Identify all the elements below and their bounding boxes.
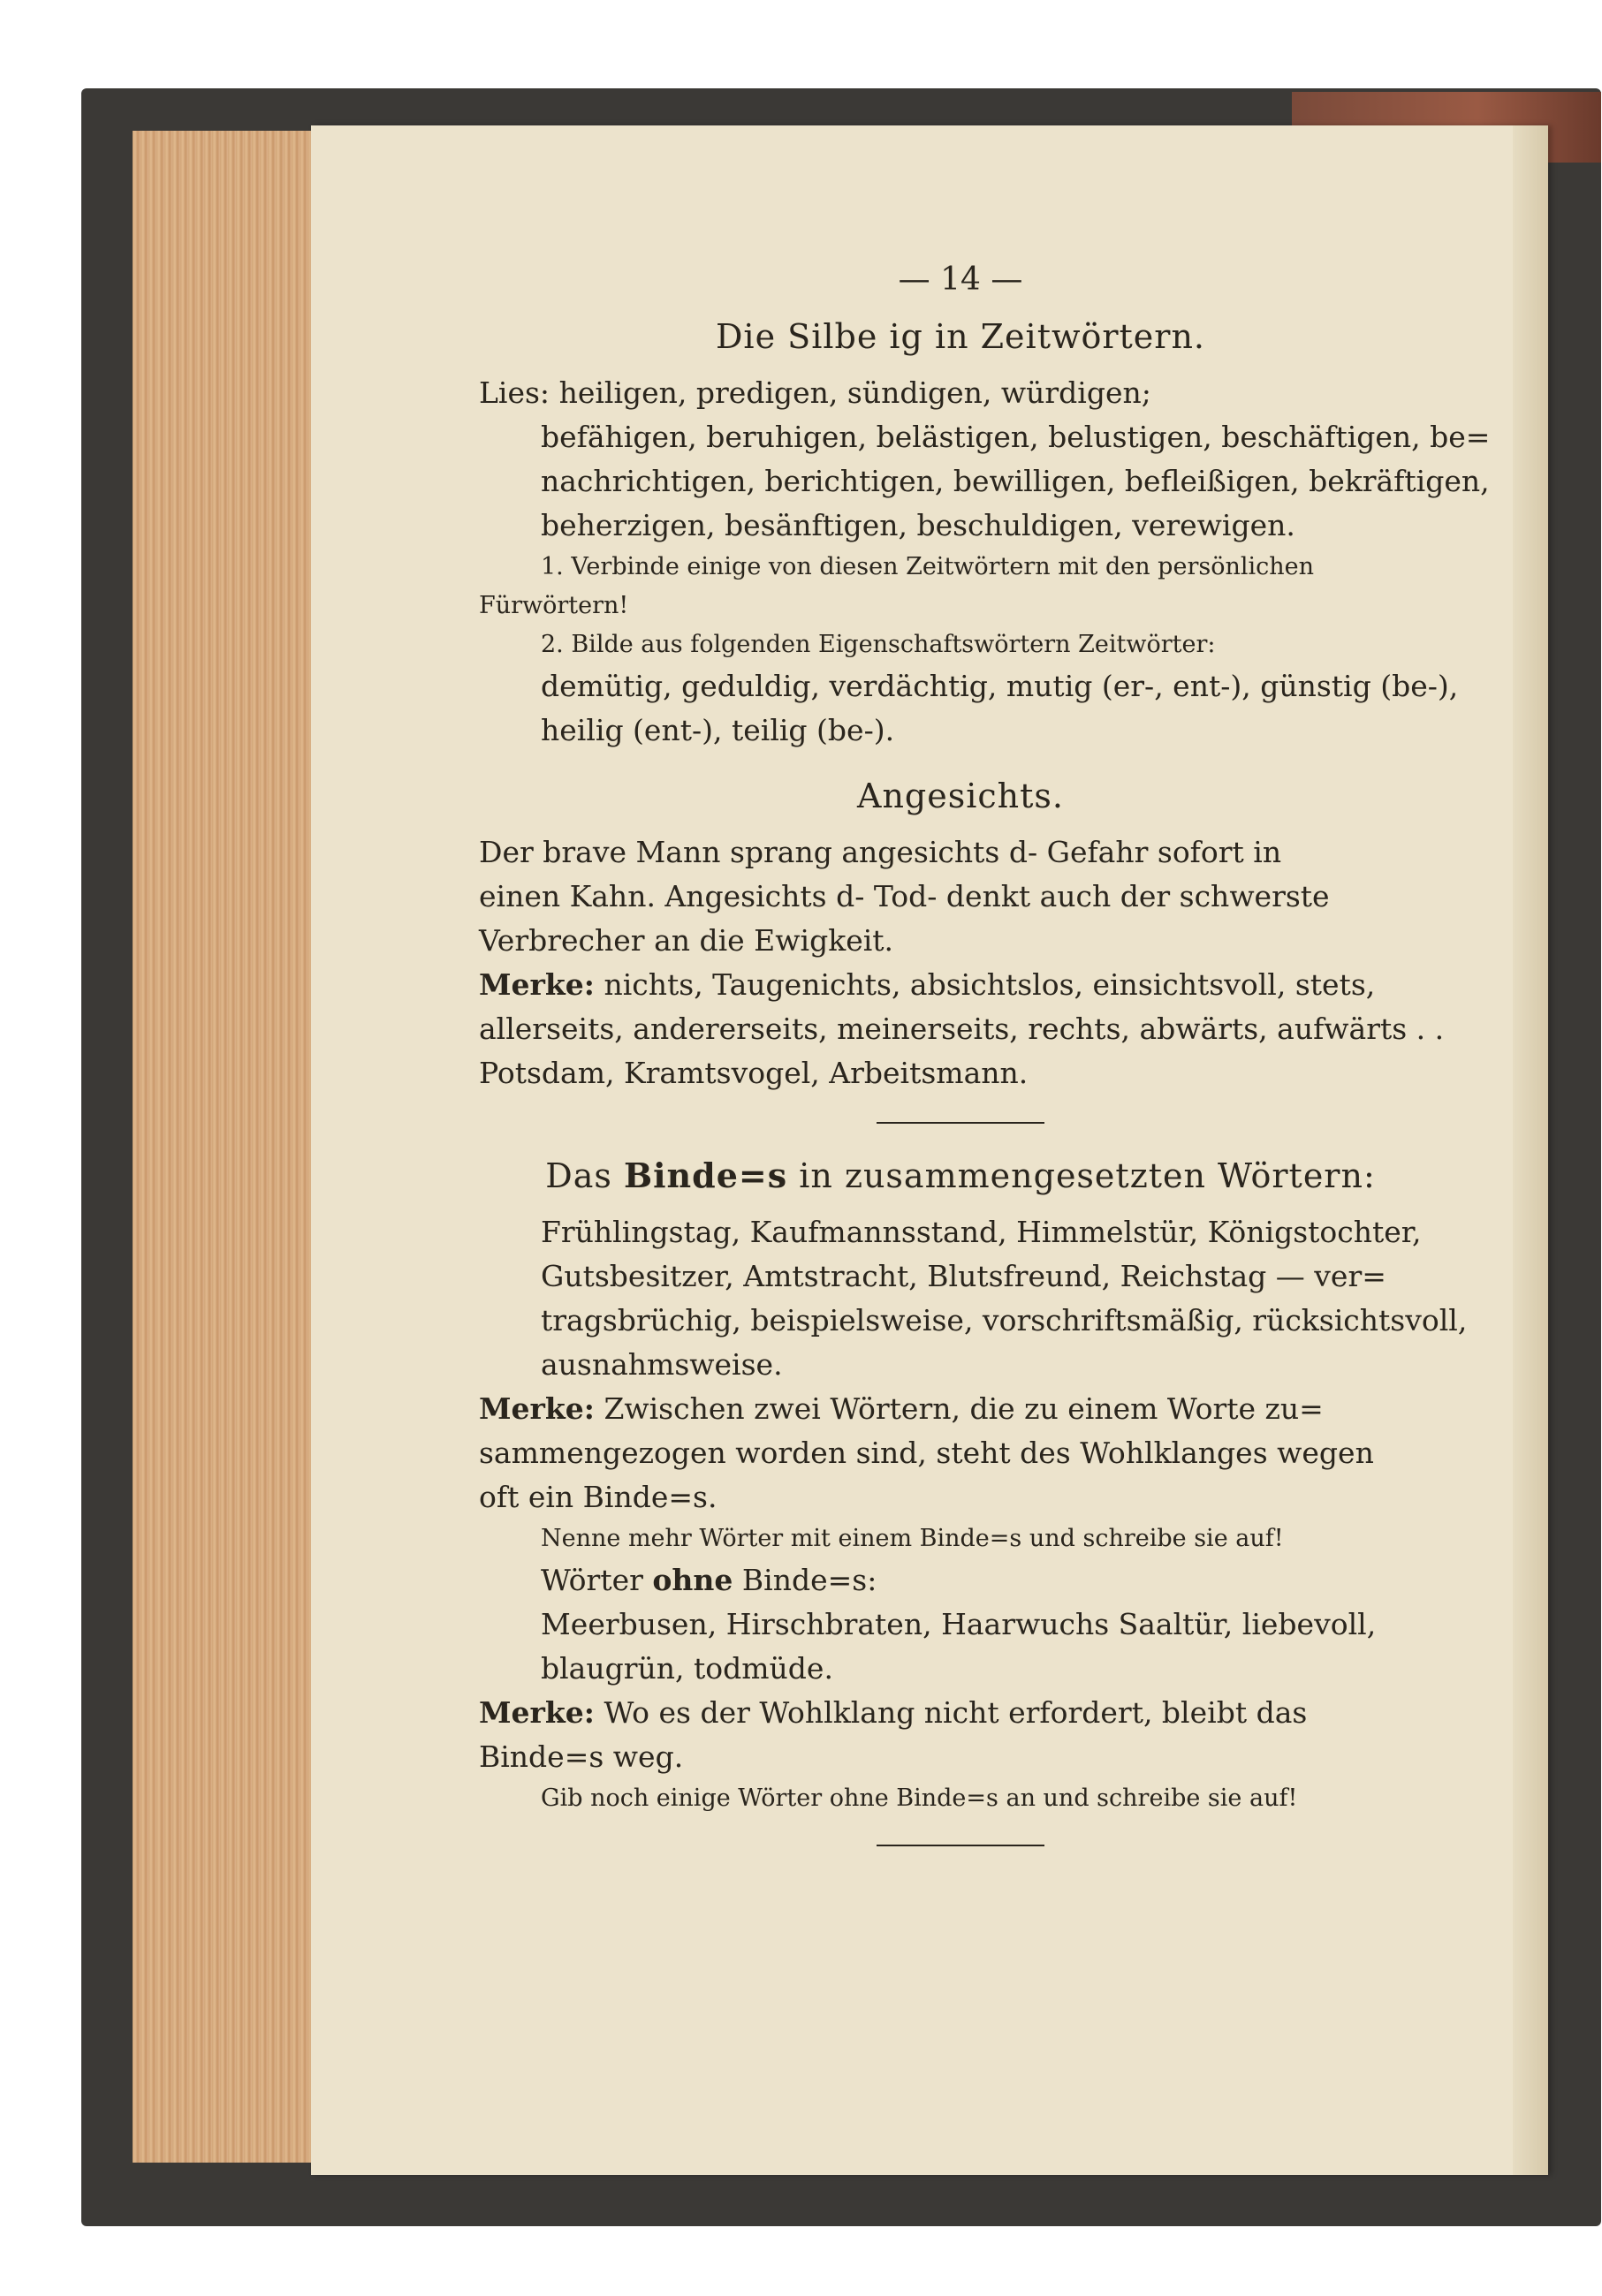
example-sentence-line: Der brave Mann sprang angesichts d- Gefahr sofort in: [479, 835, 1282, 869]
merke-label: Merke:: [479, 1695, 595, 1730]
task-1: 1. Verbinde einige von diesen Zeitwörtern mit den persönlichen: [541, 553, 1314, 580]
merke-line: [479, 963, 1442, 1007]
merke-text: Zwischen zwei Wörtern, die zu einem Worte zu=: [604, 1391, 1324, 1426]
merke-text-line: allerseits, andererseits, meinerseits, rechts, abwärts, aufwärts . .: [479, 1012, 1445, 1046]
example-sentence-line: einen Kahn. Angesichts d- Tod- denkt auch der schwerste: [479, 879, 1330, 913]
section-divider: [877, 1845, 1044, 1846]
merke-text-line: Potsdam, Kramtsvogel, Arbeitsmann.: [479, 1056, 1029, 1090]
merke-text-line: Binde=s weg.: [479, 1739, 684, 1774]
merke-text: nichts, Taugenichts, absichtslos, einsichtsvoll, stets,: [604, 967, 1376, 1002]
book-page: [311, 125, 1548, 2175]
ohne-word-line: Meerbusen, Hirschbraten, Haarwuchs Saaltür, liebevoll,: [541, 1607, 1377, 1641]
lies-label: Lies:: [479, 375, 550, 410]
page-block-edge: [133, 131, 315, 2163]
task-1-continued: Fürwörtern!: [479, 592, 629, 619]
lies-line: [479, 371, 1442, 415]
page-number: — 14 —: [898, 261, 1023, 298]
word-list-line: nachrichtigen, berichtigen, bewilligen, befleißigen, bekräftigen,: [541, 464, 1490, 498]
ohne-word-line: blaugrün, todmüde.: [541, 1651, 833, 1686]
merke-text-line: sammengezogen worden sind, steht des Wohlklanges wegen: [479, 1436, 1374, 1470]
task-2: 2. Bilde aus folgenden Eigenschaftswörtern Zeitwörter:: [541, 631, 1216, 658]
merke-label: Merke:: [479, 1391, 595, 1426]
ohne-bold: ohne: [652, 1563, 733, 1597]
merke-label: Merke:: [479, 967, 595, 1002]
task-line: Nenne mehr Wörter mit einem Binde=s und schreibe sie auf!: [541, 1525, 1284, 1552]
example-sentence-line: Verbrecher an die Ewigkeit.: [479, 923, 894, 958]
word-list-line: befähigen, beruhigen, belästigen, belustigen, beschäftigen, be=: [541, 420, 1491, 454]
section-heading-binde-s: [479, 1154, 1442, 1198]
compound-word-line: tragsbrüchig, beispielsweise, vorschriftsmäßig, rücksichtsvoll,: [541, 1303, 1468, 1337]
page-content: [479, 258, 1491, 1876]
compound-word-line: Frühlingstag, Kaufmannsstand, Himmelstür, Königstochter,: [541, 1215, 1422, 1249]
ohne-text: Binde=s:: [741, 1563, 877, 1597]
merke-line: [479, 1387, 1442, 1431]
ohne-heading: [479, 1558, 1442, 1603]
adjective-list-line: demütig, geduldig, verdächtig, mutig (er-, ent-), günstig (be-),: [541, 669, 1459, 703]
merke-text: Wo es der Wohlklang nicht erfordert, bleibt das: [604, 1695, 1308, 1730]
section-divider: [877, 1122, 1044, 1124]
word-list-line: heiligen, predigen, sündigen, würdigen;: [558, 375, 1151, 410]
page-shadow: [1513, 125, 1548, 2175]
task-line: Gib noch einige Wörter ohne Binde=s an und schreibe sie auf!: [541, 1785, 1298, 1812]
heading-bold-text: Binde=s: [623, 1156, 788, 1195]
word-list-line: beherzigen, besänftigen, beschuldigen, verewigen.: [541, 508, 1295, 542]
compound-word-line: Gutsbesitzer, Amtstracht, Blutsfreund, Reichstag — ver=: [541, 1259, 1386, 1293]
section-heading-angesichts: Angesichts.: [857, 777, 1064, 815]
heading-text: in zusammengesetzten Wörtern:: [799, 1156, 1376, 1195]
ohne-text: Wörter: [541, 1563, 643, 1597]
heading-text: Das: [545, 1156, 612, 1195]
compound-word-line: ausnahmsweise.: [541, 1347, 783, 1382]
merke-text-line: oft ein Binde=s.: [479, 1480, 717, 1514]
section-heading-ig: Die Silbe ig in Zeitwörtern.: [715, 317, 1206, 356]
merke-line: [479, 1691, 1442, 1735]
adjective-list-line: heilig (ent-), teilig (be-).: [541, 713, 895, 747]
